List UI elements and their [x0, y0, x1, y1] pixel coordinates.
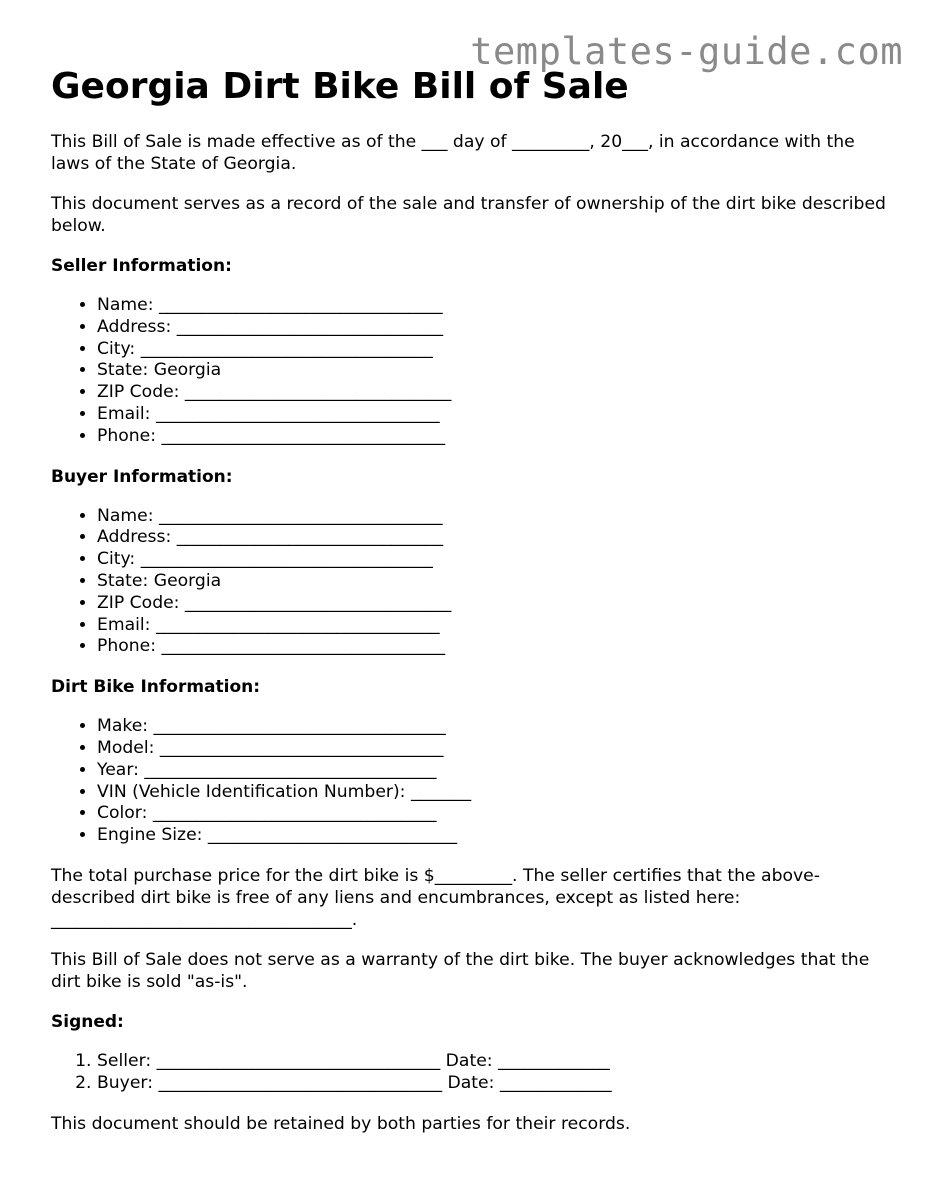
bike-fields-list: [51, 716, 891, 847]
buyer-heading: Buyer Information:: [51, 466, 233, 487]
seller-phone-field: • Phone: _________________________________: [97, 426, 891, 448]
price-paragraph: The total purchase price for the dirt bike is $_________. The seller certifies that the above-described dirt bike is free of any liens and encumbrances, except as listed here: ___________________________________.: [51, 865, 820, 930]
bike-make-field: • Make: __________________________________: [97, 716, 891, 738]
bike-engine-size-field: • Engine Size: _____________________________: [97, 825, 891, 847]
bike-color-field: • Color: _________________________________: [97, 803, 891, 825]
document: [51, 64, 891, 1153]
seller-city-field: • City: __________________________________: [97, 339, 891, 361]
seller-zip-field: • ZIP Code: _______________________________: [97, 382, 891, 404]
watermark: templates-guide.com: [470, 30, 903, 73]
buyer-fields-list: [51, 506, 891, 659]
seller-address-field: • Address: _______________________________: [97, 317, 891, 339]
buyer-name-field: • Name: _________________________________: [97, 506, 891, 528]
bike-vin-field: • VIN (Vehicle Identification Number): _______: [97, 782, 891, 804]
seller-email-field: • Email: _________________________________: [97, 404, 891, 426]
buyer-state-field: • State: Georgia: [97, 571, 891, 593]
buyer-zip-field: • ZIP Code: _______________________________: [97, 593, 891, 615]
purpose-paragraph: This document serves as a record of the sale and transfer of ownership of the dirt bike described below.: [51, 194, 886, 236]
bike-model-field: • Model: _________________________________: [97, 738, 891, 760]
intro-paragraph: This Bill of Sale is made effective as of the ___ day of _________, 20___, in accordance with the laws of the State of Georgia.: [51, 132, 855, 174]
seller-heading: Seller Information:: [51, 256, 232, 276]
closing-paragraph: This document should be retained by both parties for their records.: [51, 1113, 631, 1134]
buyer-address-field: • Address: _______________________________: [97, 527, 891, 549]
buyer-phone-field: • Phone: _________________________________: [97, 636, 891, 658]
buyer-city-field: • City: __________________________________: [97, 549, 891, 571]
bike-year-field: • Year: __________________________________: [97, 760, 891, 782]
buyer-email-field: • Email: _________________________________: [97, 615, 891, 637]
signed-heading: Signed:: [51, 1011, 124, 1032]
seller-signature-line: 1. Seller: _________________________________ Date: _____________: [97, 1051, 891, 1073]
seller-fields-list: [51, 295, 891, 448]
seller-name-field: • Name: _________________________________: [97, 295, 891, 317]
warranty-paragraph: This Bill of Sale does not serve as a warranty of the dirt bike. The buyer acknowledges that the dirt bike is sold "as-is".: [51, 949, 870, 992]
signature-list: [51, 1051, 891, 1095]
page-title: Georgia Dirt Bike Bill of Sale: [51, 66, 629, 107]
bike-heading: Dirt Bike Information:: [51, 677, 261, 698]
seller-state-field: • State: Georgia: [97, 360, 891, 382]
buyer-signature-line: 2. Buyer: _________________________________ Date: _____________: [97, 1073, 891, 1095]
